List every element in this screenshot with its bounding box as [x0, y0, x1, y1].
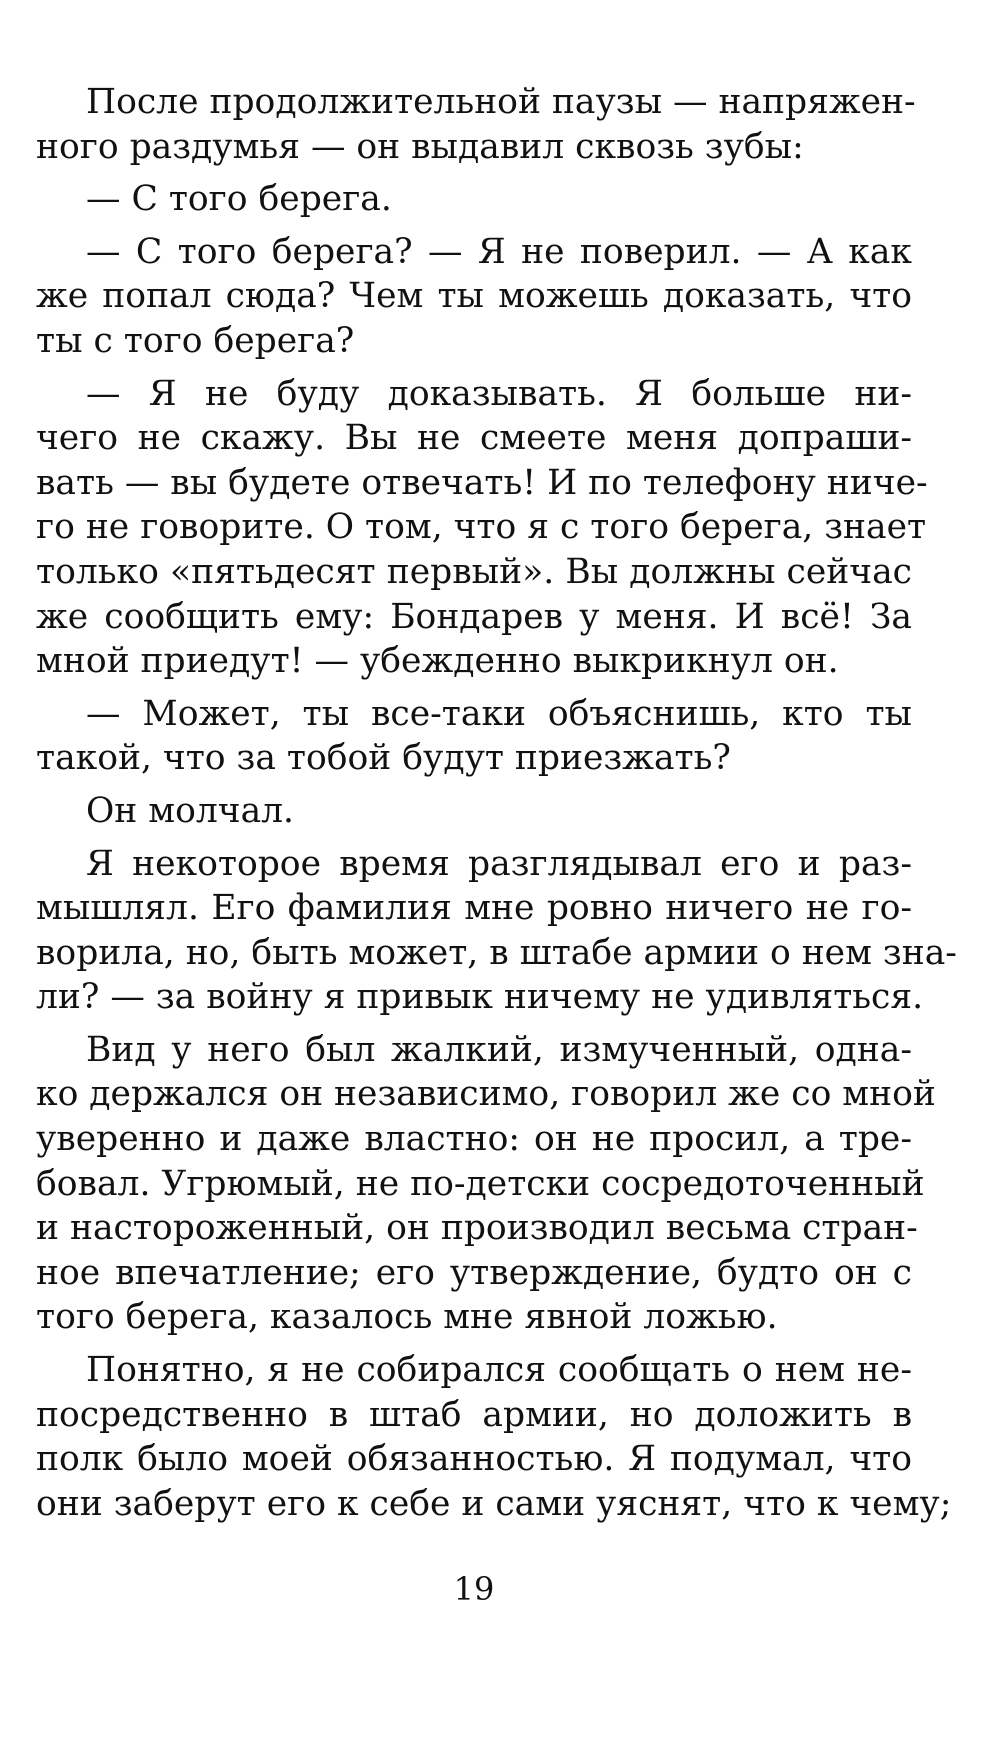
- text-line: ко держался он независимо, говорил же со мной: [36, 1074, 936, 1115]
- text-line: — Может, ты все-таки объяснишь, кто ты: [86, 693, 912, 734]
- paragraph: [36, 1028, 936, 1340]
- paragraph: [36, 177, 912, 222]
- paragraph: [36, 372, 928, 684]
- text-line: Вид у него был жалкий, измученный, одна-: [86, 1029, 912, 1070]
- text-line: того берега, казалось мне явной ложью.: [36, 1297, 778, 1338]
- text-line: они заберут его к себе и сами уяснят, что к чему;: [36, 1483, 952, 1524]
- paragraph: [36, 1348, 952, 1526]
- text-line: и настороженный, он производил весьма стран-: [36, 1208, 918, 1249]
- text-line: же попал сюда? Чем ты можешь доказать, что: [36, 276, 912, 317]
- text-line: Я некоторое время разглядывал его и раз-: [86, 843, 912, 884]
- text-line: ты с того берега?: [36, 320, 355, 361]
- text-line: — С того берега? — Я не поверил. — А как: [86, 231, 912, 272]
- body-text: [36, 80, 957, 1534]
- text-line: — Я не буду доказывать. Я больше ни-: [86, 373, 912, 414]
- text-line: уверенно и даже властно: он не просил, а тре-: [36, 1119, 912, 1160]
- text-line: бовал. Угрюмый, не по-детски сосредоточенный: [36, 1163, 925, 1204]
- text-line: После продолжительной паузы — напряжен-: [86, 82, 916, 122]
- paragraph: [36, 230, 912, 364]
- text-line: вать — вы будете отвечать! И по телефону ниче-: [36, 462, 928, 503]
- text-line: ного раздумья — он выдавил сквозь зубы:: [36, 126, 804, 167]
- text-line: го не говорите. О том, что я с того берега, знает: [36, 507, 927, 548]
- text-line: только «пятьдесят первый». Вы должны сейчас: [36, 551, 912, 592]
- text-line: Понятно, я не собирался сообщать о нем не-: [86, 1350, 912, 1391]
- text-line: ворила, но, быть может, в штабе армии о нем зна-: [36, 932, 957, 973]
- text-line: мной приедут! — убежденно выкрикнул он.: [36, 641, 839, 682]
- paragraph: [36, 692, 912, 781]
- text-line: же сообщить ему: Бондарев у меня. И всё! За: [36, 596, 912, 637]
- page-number: 19: [453, 1570, 495, 1608]
- text-line: полк было моей обязанностью. Я подумал, что: [36, 1439, 912, 1480]
- text-line: — С того берега.: [86, 179, 392, 220]
- text-line: Он молчал.: [86, 790, 295, 831]
- text-line: чего не скажу. Вы не смеете меня допраши-: [36, 418, 912, 459]
- paragraph: [36, 789, 912, 834]
- text-line: мышлял. Его фамилия мне ровно ничего не го-: [36, 888, 912, 929]
- text-line: такой, что за тобой будут приезжать?: [36, 738, 731, 779]
- paragraph: [36, 80, 916, 169]
- paragraph: [36, 842, 957, 1020]
- text-line: ное впечатление; его утверждение, будто он с: [36, 1252, 912, 1293]
- text-line: посредственно в штаб армии, но доложить в: [36, 1394, 912, 1435]
- text-line: ли? — за войну я привык ничему не удивляться.: [36, 977, 924, 1018]
